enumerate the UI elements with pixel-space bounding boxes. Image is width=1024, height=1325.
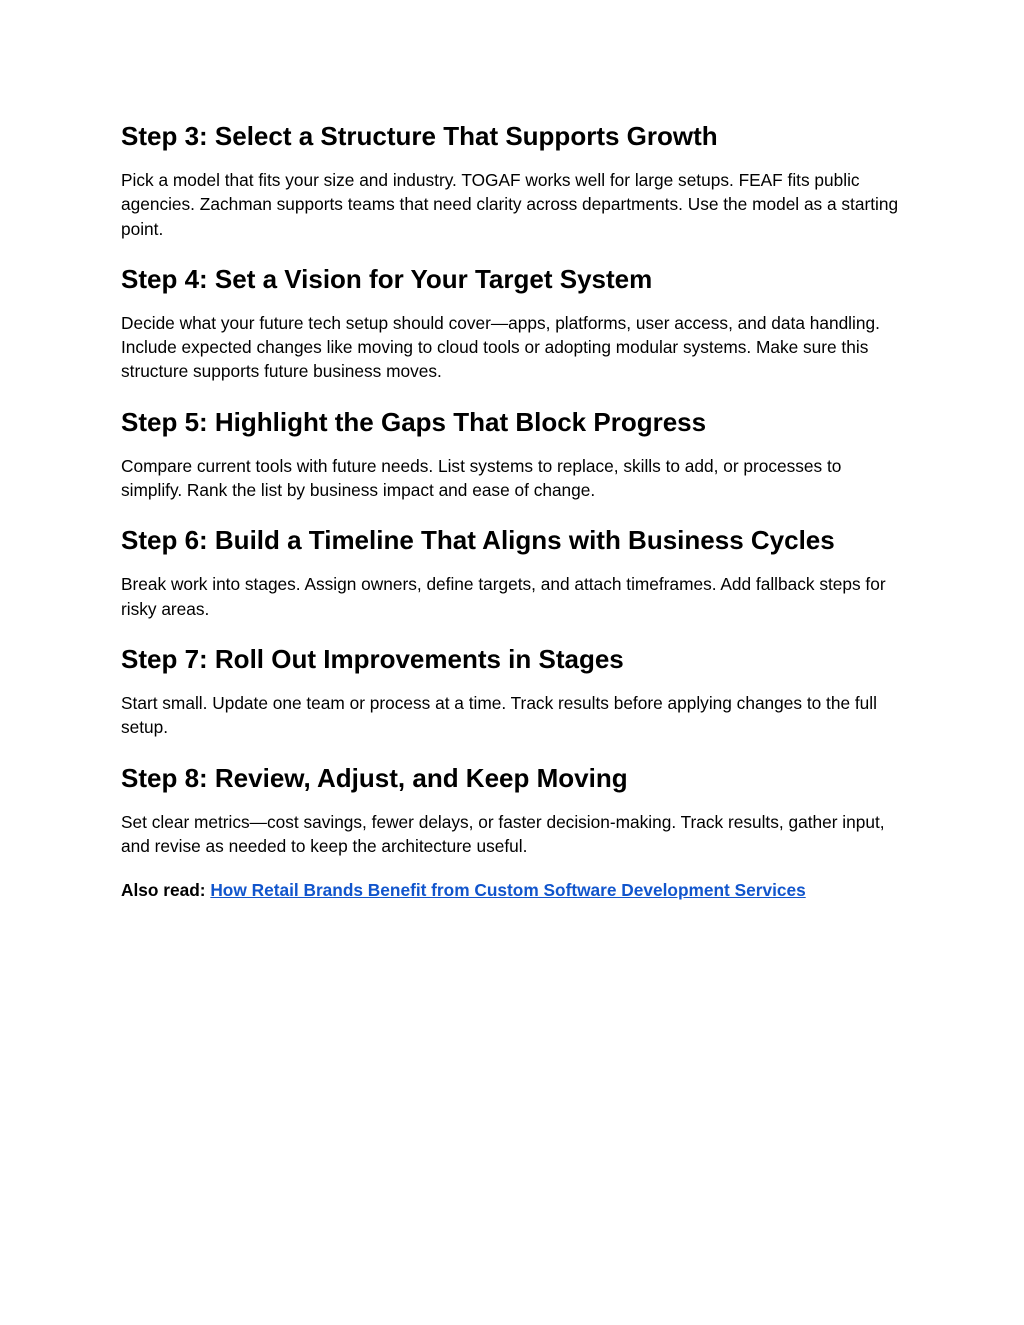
step-6-body: Break work into stages. Assign owners, define targets, and attach timeframes. Add fallback steps for risky areas.: [121, 574, 886, 619]
step-3-heading: Step 3: Select a Structure That Supports Growth: [121, 121, 718, 151]
step-5-heading: Step 5: Highlight the Gaps That Block Progress: [121, 406, 707, 437]
step-8-body: Set clear metrics—cost savings, fewer delays, or faster decision-making. Track results, gather input, and revise as needed to keep the architecture useful.: [121, 811, 885, 856]
step-3-body: Pick a model that fits your size and industry. TOGAF works well for large setups. FEAF fits public agencies. Zachman supports teams that need clarity across departments. Use the model as a starting point.: [121, 170, 899, 239]
also-read-link[interactable]: How Retail Brands Benefit from Custom Software Development Services: [210, 880, 806, 901]
step-6-heading: Step 6: Build a Timeline That Aligns with Business Cycles: [121, 525, 835, 556]
also-read-line: [121, 878, 904, 902]
step-7-body: Start small. Update one team or process at a time. Track results before applying changes to the full setup.: [121, 692, 877, 738]
also-read-label: Also read:: [121, 880, 206, 901]
step-4-heading: Step 4: Set a Vision for Your Target System: [121, 263, 653, 294]
step-8-heading: Step 8: Review, Adjust, and Keep Moving: [121, 762, 628, 793]
step-4-body: Decide what your future tech setup should cover—apps, platforms, user access, and data handling. Include expected changes like moving to cloud tools or adopting modular systems. Make sure this structure supports future business moves.: [121, 312, 880, 382]
step-5-body: Compare current tools with future needs. List systems to replace, skills to add, or processes to simplify. Rank the list by business impact and ease of change.: [121, 455, 842, 501]
step-7-heading: Step 7: Roll Out Improvements in Stages: [121, 643, 624, 674]
